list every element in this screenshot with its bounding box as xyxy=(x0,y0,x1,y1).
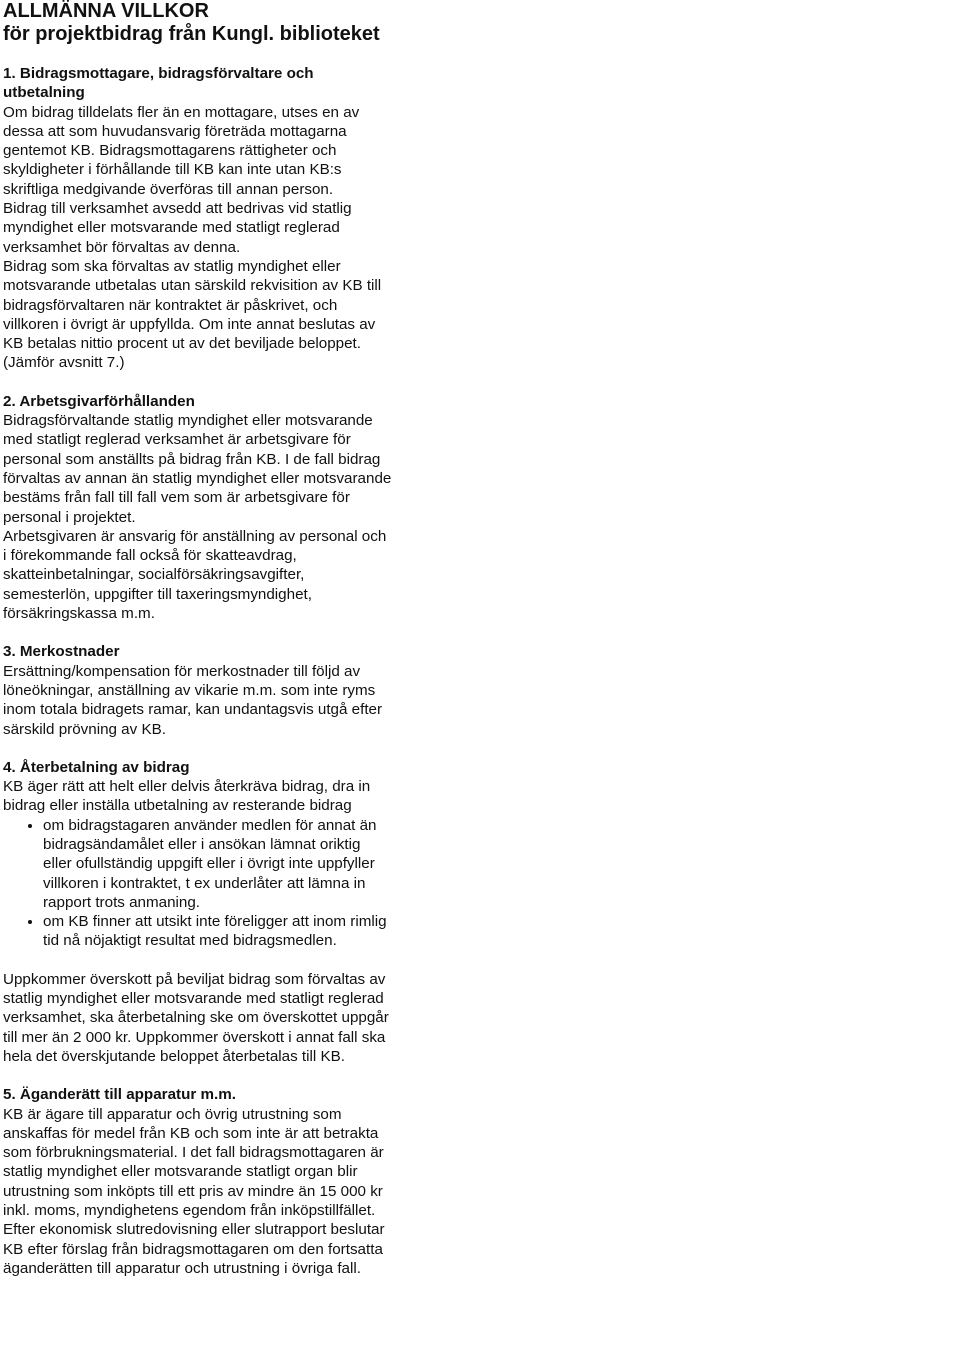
list-item: • om bidragstagaren använder medlen för annat än bidragsändamålet eller i ansökan lämnat oriktig eller ofullständig uppgift eller i övrigt inte uppfyller villkoren i kontraktet, t ex underlåter att lämna in rapport trots anmaning. xyxy=(43,816,393,912)
document-title xyxy=(3,0,393,46)
section-1-paragraph-1: Om bidrag tilldelats fler än en mottagare, utses en av dessa att som huvudansvarig företräda mottagarna gentemot KB. Bidragsmottagarens rättigheter och skyldigheter i förhållande till KB kan inte utan KB:s skriftliga medgivande överföras till annan person. xyxy=(3,103,360,198)
section-1-paragraph-3: Bidrag som ska förvaltas av statlig myndighet eller motsvarande utbetalas utan särskild rekvisition av KB till bidragsförvaltaren när kontraktet är påskrivet, och villkoren i övrigt är uppfyllda. Om inte annat beslutas av KB betalas nittio procent ut av det beviljade beloppet. (Jämför avsnitt 7.) xyxy=(3,257,382,372)
section-3-heading: 3. Merkostnader xyxy=(3,643,120,661)
section-1-paragraph-2: Bidrag till verksamhet avsedd att bedrivas vid statlig myndighet eller motsvarande med statligt reglerad verksamhet bör förvaltas av denna. xyxy=(3,200,352,256)
section-2 xyxy=(3,392,393,624)
section-4-paragraph-2: Uppkommer överskott på beviljat bidrag som förvaltas av statlig myndighet eller motsvarande med statligt reglerad verksamhet, ska återbetalning ske om överskottet uppgår till mer än 2 000 kr. Uppkommer överskott i annat fall ska hela det överskjutande beloppet återbetalas till KB. xyxy=(3,970,389,1065)
section-4-paragraph-1: KB äger rätt att helt eller delvis återkräva bidrag, dra in bidrag eller inställa utbetalning av resterande bidrag xyxy=(3,778,371,815)
section-5-paragraph-1: KB är ägare till apparatur och övrig utrustning som anskaffas för medel från KB och som inte är att betrakta som förbrukningsmaterial. I det fall bidragsmottagaren är statlig myndighet eller motsvarande statligt organ blir utrustning som inköpts till ett pris av mindre än 15 000 kr inkl. moms, myndighetens egendom från inköpstillfället. Efter ekonomisk slutredovisning eller slutrapport beslutar KB efter förslag från bidragsmottagaren om den fortsatta äganderätten till apparatur och utrustning i övriga fall. xyxy=(3,1105,385,1277)
section-3 xyxy=(3,642,393,738)
section-5-heading: 5. Äganderätt till apparatur m.m. xyxy=(3,1086,236,1104)
section-1-heading: 1. Bidragsmottagare, bidragsförvaltare och utbetalning xyxy=(3,65,314,102)
section-4 xyxy=(3,758,393,1066)
section-5 xyxy=(3,1085,393,1278)
list-item: • om KB finner att utsikt inte föreligger att inom rimlig tid nå nöjaktigt resultat med bidragsmedlen. xyxy=(43,912,393,951)
title-line-2: för projektbidrag från Kungl. biblioteket xyxy=(3,23,380,45)
section-4-bullet-list xyxy=(3,816,393,951)
section-1 xyxy=(3,64,393,373)
section-2-paragraph-1: Bidragsförvaltande statlig myndighet eller motsvarande med statligt reglerad verksamhet är arbetsgivare för personal som anställts på bidrag från KB. I de fall bidrag förvaltas av annan än statlig myndighet eller motsvarande bestäms från fall till fall vem som är arbetsgivare för personal i projektet. xyxy=(3,412,392,526)
section-2-paragraph-2: Arbetsgivaren är ansvarig för anställning av personal och i förekommande fall också för skatteavdrag, skatteinbetalningar, socialförsäkringsavgifter, semesterlön, uppgifter till taxeringsmyndighet, försäkringskassa m.m. xyxy=(3,527,387,623)
section-2-heading: 2. Arbetsgivarförhållanden xyxy=(3,392,195,410)
left-column xyxy=(3,0,393,1278)
section-4-heading: 4. Återbetalning av bidrag xyxy=(3,758,190,776)
section-3-paragraph-1: Ersättning/kompensation för merkostnader till följd av löneökningar, anställning av vikarie m.m. som inte ryms inom totala bidragets ramar, kan undantagsvis utgå efter särskild prövning av KB. xyxy=(3,662,383,738)
title-line-1: ALLMÄNNA VILLKOR xyxy=(3,0,209,22)
